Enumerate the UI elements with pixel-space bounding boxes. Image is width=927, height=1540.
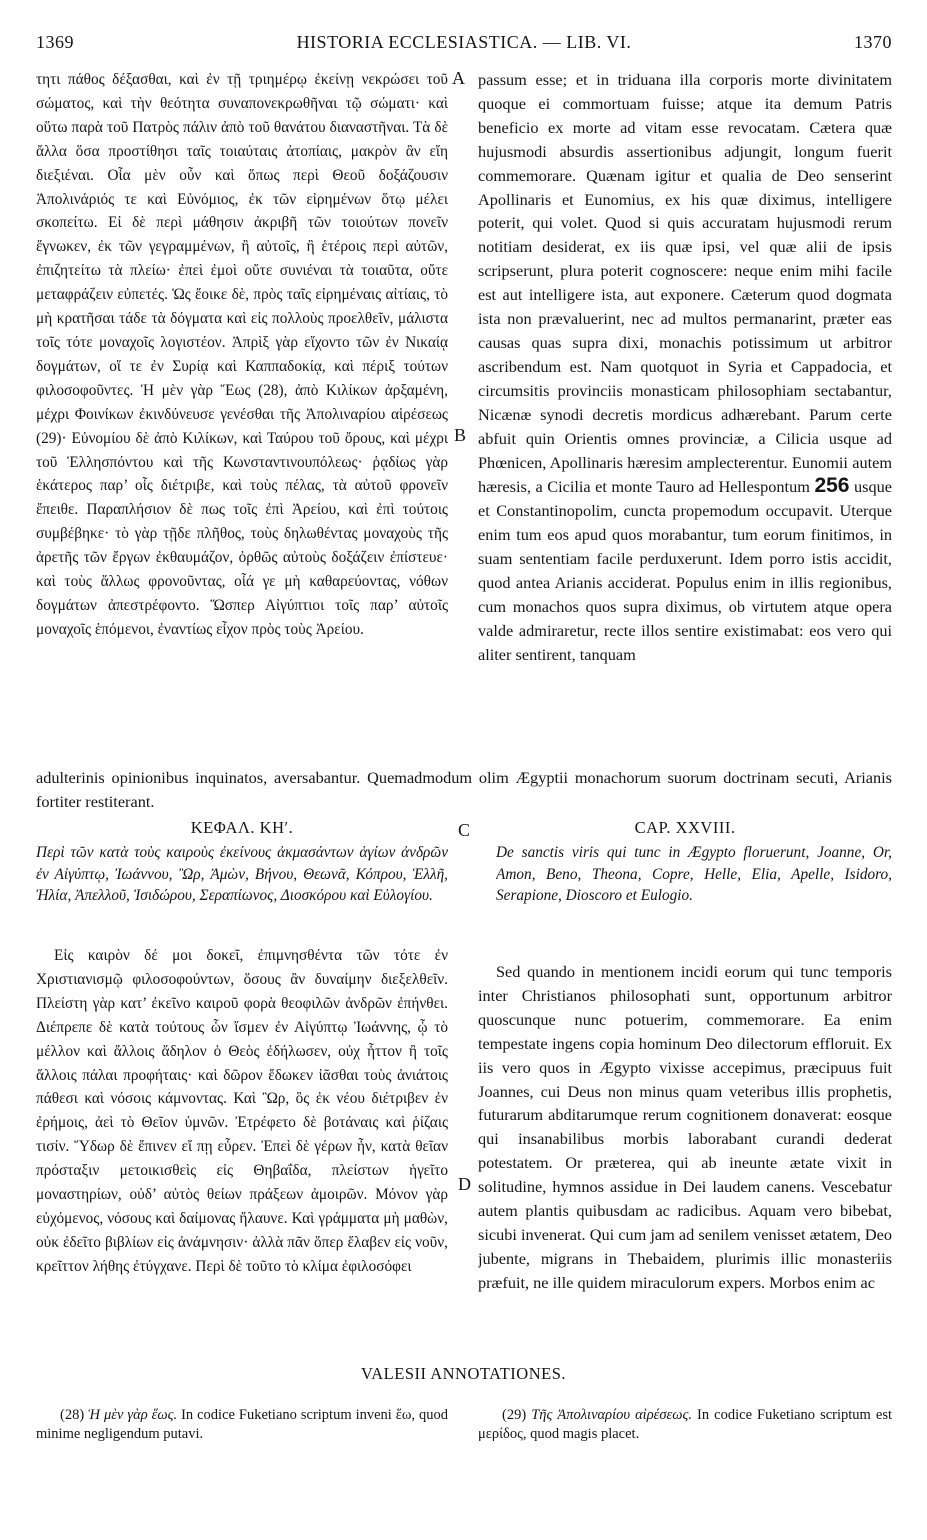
latin-text-after-number: usque et Constantinopolim, cuncta propemodum occupavit. Uterque enim tum eos apud quos morabantur, tum eorum finitimos, in suam sententiam facile perduxerunt. Idem porro istis accidit, quod antea Arianis acciderat. Populus enim in illis regionibus, cum monachos quos supra diximus, ob virtutem atque opera valde admiraretur, recte illos sentire existimabat: eos vero qui aliter sentirent, tanquam xyxy=(478,477,892,664)
latin-column-bottom xyxy=(478,960,892,1356)
running-header xyxy=(36,32,892,58)
latin-text-before-number: passum esse; et in triduana illa corporis morte divinitatem quoque ei commortuam fuisse; atque ita demum Patris beneficio ex morte ad vitam esse revocatam. Cætera quæ hujusmodi absurdis assertionibus adjungit, longum fuerit commemorare. Quænam igitur et qualia de Deo senserint Apollinaris et Eunomius, ex his quæ diximus, intelligere poterit, qui volet. Quod si quis accuratam hujusmodi rerum notitiam desiderat, ex iis quæ ipsi, vel quæ alii de ipsis scripserunt, plura poterit cognoscere: neque enim mihi facile est aut intelligere ista, aut exponere. Cæterum quod dogmata ista non prævaluerint, nec ad multos permanarint, præter eas causas quas supra dixi, monachis potissimum ut arbitror ascribendum est. Nam quotquot in Syria et Cappadocia, et circumsitis provinciis monasticam philosophiam sectabantur, Nicænæ synodi decretis mordicus adhærebant. Parum certe abfuit quin Orientis omnes provinciæ, a Cilicia usque ad Phœnicen, Apollinaris hæresim amplecterentur. Eunomii autem hæresis, a Cicilia et monte Tauro ad Hellespontum xyxy=(478,70,892,497)
margin-marker-c: C xyxy=(458,820,471,840)
greek-paragraph: τητι πάθος δέξασθαι, καὶ ἐν τῇ τριημέρῳ ἐκείνῃ νεκρώσει τοῦ σώματος, καὶ τὴν θεότητα συναπονεκρωθῆναι τῷ σώματι· καὶ οὕτω παρὰ τοῦ Πατρὸς πάλιν ἀπὸ τοῦ θανάτου διαναστῆναι. Τὰ δὲ ἄλλα ὅσα προστίθησι ταῖς τοιαύταις ἀτοπίαις, μακρὸν ἂν εἴη διεξιέναι. Οἷα μὲν οὖν καὶ ὅπως περὶ Θεοῦ δοξάζουσιν Ἀπολινάριός τε καὶ Εὐνόμιος, ἐκ τῶν εἰρημένων ὅτῳ μέλει σκοπείτω. Εἰ δὲ περὶ μάθησιν ἀκριβῆ τῶν τοιούτων πονεῖν ἔγνωκεν, ἐκ τῶν γεγραμμένων, ἢ αὐτοῖς, ἢ ἑτέροις περὶ αὐτῶν, ἐπιζητείτω τὰ πλείω· ἐπεὶ ἐμοὶ οὔτε συνιέναι τὰ τοιαῦτα, οὔτε μεταφράζειν εὐπετές. Ὡς ἔοικε δὲ, πρὸς ταῖς εἰρημέναις αἰτίαις, τὸ μὴ κρατῆσαι τάδε τὰ δόγματα καὶ εἰς πολλοὺς προελθεῖν, μάλιστα τοῖς τότε μοναχοῖς λογιστέον. Ἀπρὶξ γὰρ εἴχοντο τῶν ἐν Νικαίᾳ δογμάτων, οἵ τε ἐν Συρίᾳ καὶ Καππαδοκίᾳ, καὶ πέριξ τούτων φιλοσοφοῦντες. Ἡ μὲν γὰρ Ἕως (28), ἀπὸ Κιλίκων ἀρξαμένη, μέχρι Φοινίκων ἐκινδύνευσε γενέσθαι τῆς Ἀπολιναρίου αἱρέσεως (29)· Εὐνομίου δὲ ἀπὸ Κιλίκων, καὶ Ταύρου τοῦ ὄρους, καὶ μέχρι τοῦ Ἑλλησπόντου καὶ τῆς Κωνσταντινουπόλεως· ῥᾳδίως γὰρ ἑκάτερος παρ’ οἷς διέτριβε, καὶ τοὺς πέλας, τὰ αὐτοῦ φρονεῖν ἔπειθε. Παραπλήσιον δὲ πως τοῖς ἐπὶ Ἀρείου, καὶ ἐπὶ τούτοις συμβέβηκε· τὸ γὰρ τῇδε πλῆθος, τοὺς δηλωθέντας μοναχοὺς τῆς ἀρετῆς τῶν ἔργων ἐκθαυμάζον, ὀρθῶς αὐτοὺς δοξάζειν ἐπίστευε· καὶ τοὺς ἄλλως φρονοῦντας, οἷά γε μὴ καθαρεύοντας, νόθων δογμάτων ἀπεστρέφοντο. Ὥσπερ Αἰγύπτιοι τοῖς παρ’ αὐτοῖς μοναχοῖς ἑπόμενοι, ἐναντίως εἶχον πρὸς τοὺς Ἀρείου. xyxy=(36,71,448,638)
annotation-text: In codice Fuketiano scriptum inveni ἕω, quod minime negligendum putavi. xyxy=(36,1407,449,1442)
latin-chapter-subtitle: De sanctis viris qui tunc in Ægypto floruerunt, Joanne, Or, Amon, Beno, Theona, Copre, Helle, Elia, Apelle, Isidoro, Serapione, Dioscoro et Eulogio. xyxy=(496,844,892,904)
left-column-number: 1369 xyxy=(36,32,74,52)
annotation-lemma: Τῆς Ἀπολιναρίου αἱρέσεως. xyxy=(531,1407,692,1423)
right-column-number: 1370 xyxy=(854,32,892,52)
annotation-text: In codice Fuketiano scriptum est μερίδος, quod magis placet. xyxy=(478,1407,892,1442)
greek-column-bottom xyxy=(36,944,448,1354)
annotation-lemma: Ἡ μὲν γὰρ ἕως. xyxy=(88,1407,178,1423)
annotation-28 xyxy=(36,1406,448,1444)
margin-marker-d: D xyxy=(458,1174,471,1194)
latin-paragraph xyxy=(478,68,892,667)
annotation-29 xyxy=(478,1406,892,1444)
greek-chapter-title: ΚΕΦΑΛ. ΚΗʹ. xyxy=(190,818,294,837)
margin-marker-b: B xyxy=(454,425,467,445)
greek-column-top xyxy=(36,68,448,784)
latin-continuation: adulterinis opinionibus inquinatos, aversabantur. Quemadmodum olim Ægyptii monachorum suorum doctrinam secuti, Arianis fortiter restiterant. xyxy=(36,768,892,811)
greek-chapter-subtitle: Περὶ τῶν κατὰ τοὺς καιροὺς ἐκείνους ἀκμασάντων ἁγίων ἀνδρῶν ἐν Αἰγύπτῳ, Ἰωάννου, Ὢρ, Ἀμὼν, Βήνου, Θεωνᾶ, Κόπρου, Ἑλλῆ, Ἠλία, Ἀπελλοῦ, Ἰσιδώρου, Σεραπίωνος, Διοσκόρου καὶ Εὐλογίου. xyxy=(36,844,448,904)
annotations-heading: VALESII ANNOTATIONES. xyxy=(360,1364,567,1383)
greek-paragraph: Εἰς καιρὸν δέ μοι δοκεῖ, ἐπιμνησθέντα τῶν τότε ἐν Χριστιανισμῷ φιλοσοφούντων, ὅσους ἂν δυναίμην διεξελθεῖν. Πλείστη γὰρ κατ’ ἐκεῖνο καιροῦ φορὰ θεοφιλῶν ἀνδρῶν ἐπήνθει. Διέπρεπε δὲ κατὰ τούτους ὧν ἴσμεν ἐν Αἰγύπτῳ Ἰωάννης, ᾧ τὸ μέλλον καὶ ἄλλοις ἄδηλον ὁ Θεὸς ἐδήλωσεν, οὐχ ἧττον ἢ τοῖς ἄλλοις πάλαι προφήταις· καὶ δῶρον ἔδωκεν ἰᾶσθαι τοὺς ἀνιάτοις πάθεσι καὶ νόσοις κάμνοντας. Καὶ Ὢρ, ὃς ἐκ νέου διέτριβεν ἐν ἐρήμοις, ἀεὶ τὸ Θεῖον ὑμνῶν. Ἐτρέφετο δὲ βοτάναις καὶ ῥίζαις τισίν. Ὕδωρ δὲ ἔπινεν εἴ πῃ εὗρεν. Ἐπεὶ δὲ γέρων ἦν, κατὰ θεῖαν πρόσταξιν μετοικισθεὶς εἰς Θηβαΐδα, πλείστων ἡγεῖτο μοναστηρίων, οὐδ’ αὐτὸς θείων πράξεων ἀμοιρῶν. Μόνον γὰρ εὐχόμενος, νόσους καὶ δαίμονας ἤλαυνε. Καὶ γράμματα μὴ μαθὼν, οὐκ ἐδεῖτο βιβλίων εἰς ἀνάμνησιν· ἀλλὰ πᾶν ὅπερ ἔλαβεν εἰς νοῦν, κρεῖττον λήθης ἐτύγχανε. Περὶ δὲ τοῦτο τὸ κλίμα ἐφιλοσόφει xyxy=(36,947,448,1275)
latin-chapter-title: CAP. XXVIII. xyxy=(634,818,736,837)
latin-paragraph: Sed quando in mentionem incidi eorum qui tunc temporis inter Christianos philosophati sunt, opportunum arbitror quoscunque nunc potuerim, commemorare. Ea enim tempestate ingens copia hominum Deo dilectorum effloruit. Ex iis vero quos in Ægypto vixisse accepimus, præcipuus fuit Joannes, cui Deus non minus quam veteribus illis prophetis, futurarum abditarumque rerum cognitionem donaverat: eosque qui insanabilibus morbis laborabant curandi dederat potestatem. Or præterea, qui ab ineunte ætate vixit in solitudine, hymnos assidue in Dei laudem canens. Vescebatur autem plantis quibusdam ac radicibus. Aquam vero bibebat, sicubi invenerat. Qui cum jam ad senilem venisset ætatem, Deo jubente, migrans in Thebaidem, plurimis illic monasteriis præfuit, ne ille quidem miraculorum expers. Morbos enim ac xyxy=(478,962,892,1292)
running-title: HISTORIA ECCLESIASTICA. — LIB. VI. xyxy=(296,32,632,52)
latin-column-top xyxy=(478,68,892,784)
margin-marker-a: A xyxy=(452,68,465,88)
annotation-number: (29) xyxy=(502,1407,527,1423)
column-number-256: 256 xyxy=(814,474,850,498)
annotation-number: (28) xyxy=(60,1407,85,1423)
